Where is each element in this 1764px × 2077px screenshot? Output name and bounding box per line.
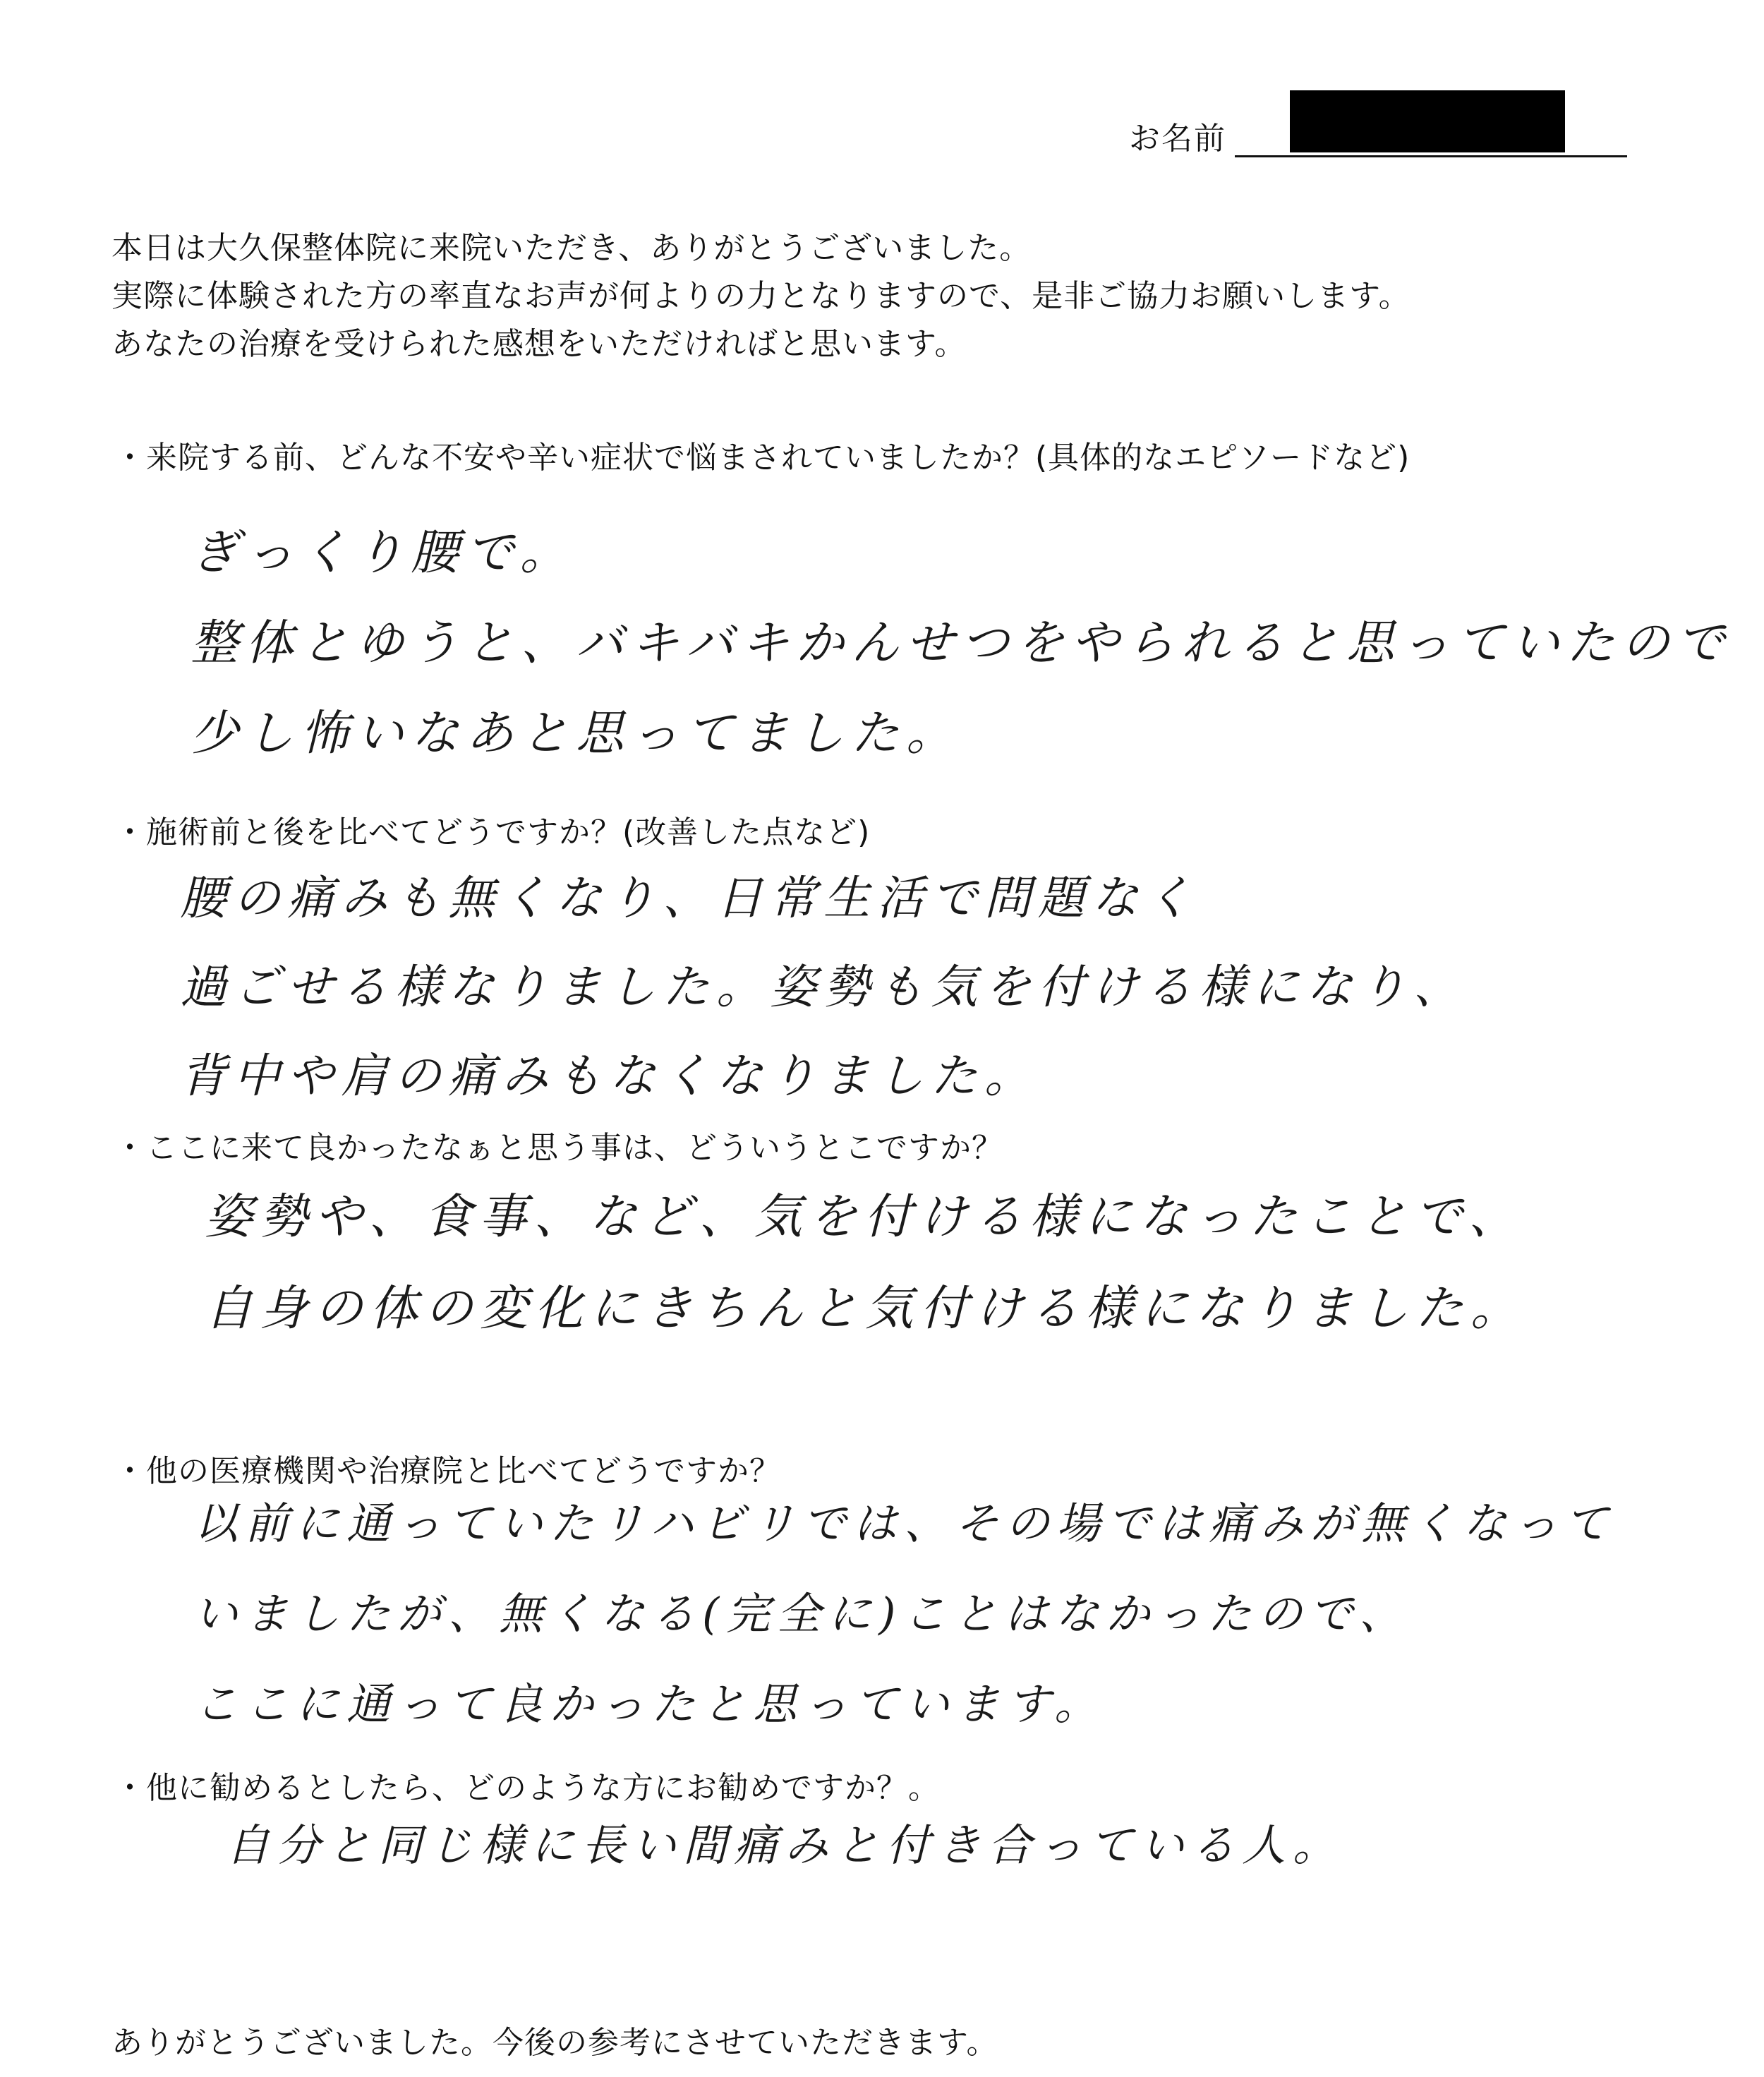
answer-comparison — [194, 1479, 1615, 1750]
handwritten-line: 整体とゆうと、バキバキかんせつをやられると思っていたので — [191, 615, 1732, 671]
name-redaction — [1290, 90, 1565, 152]
name-label: お名前 — [1129, 121, 1226, 157]
handwritten-line: いましたが、無くなる(完全に)ことはなかったので、 — [194, 1588, 1410, 1639]
question-comparison: ・他の医療機関や治療院と比べてどうですか？ — [114, 1453, 781, 1489]
intro-line: あなたの治療を受けられた感想をいただければと思います。 — [111, 326, 967, 362]
handwritten-line: 姿勢や、食事、など、気を付ける様になったことで、 — [205, 1189, 1524, 1245]
answer-before-after — [180, 854, 1467, 1121]
intro-line: 本日は大久保整体院に来院いただき、ありがとうございました。 — [111, 230, 1032, 266]
name-underline — [1235, 155, 1627, 157]
handwritten-line: 少し怖いなあと思ってました。 — [191, 706, 962, 761]
closing-text: ありがとうございました。今後の参考にさせていただきます。 — [111, 2025, 998, 2061]
handwritten-line: 腰の痛みも無くなり、日常生活で問題なく — [180, 871, 1199, 925]
handwritten-line: 自身の体の変化にきちんと気付ける様になりました。 — [205, 1281, 1526, 1337]
handwritten-line: ここに通って良かったと思っています。 — [194, 1678, 1106, 1730]
question-good-points: ・ここに来て良かったなぁと思う事は、どういうとこですか？ — [114, 1130, 1003, 1166]
handwritten-line: 過ごせる様なりました。姿勢も気を付ける様になり、 — [180, 960, 1467, 1014]
intro-text — [111, 224, 1699, 368]
question-before-after: ・施術前と後を比べてどうですか？(改善した点など) — [114, 814, 871, 850]
handwritten-line: 自分と同じ様に長い間痛みと付き合っている人。 — [226, 1819, 1344, 1871]
answer-recommendation — [226, 1807, 1343, 1884]
intro-line: 実際に体験された方の率直なお声が何よりの力となりますので、是非ご協力お願いします。 — [111, 278, 1410, 314]
question-before-visit: ・来院する前、どんな不安や辛い症状で悩まされていましたか？(具体的なエピソードなど) — [114, 440, 1410, 476]
handwritten-line: 以前に通っていたリハビリでは、その場では痛みが無くなって — [194, 1498, 1616, 1549]
name-field — [1129, 85, 1623, 162]
question-recommendation: ・他に勧めるとしたら、どのような方にお勧めですか？。 — [114, 1770, 940, 1806]
answer-before-visit — [191, 508, 1732, 779]
handwritten-line: ぎっくり腰で。 — [191, 525, 575, 581]
handwritten-line: 背中や肩の痛みもなくなりました。 — [180, 1049, 1038, 1103]
answer-good-points — [205, 1172, 1526, 1355]
